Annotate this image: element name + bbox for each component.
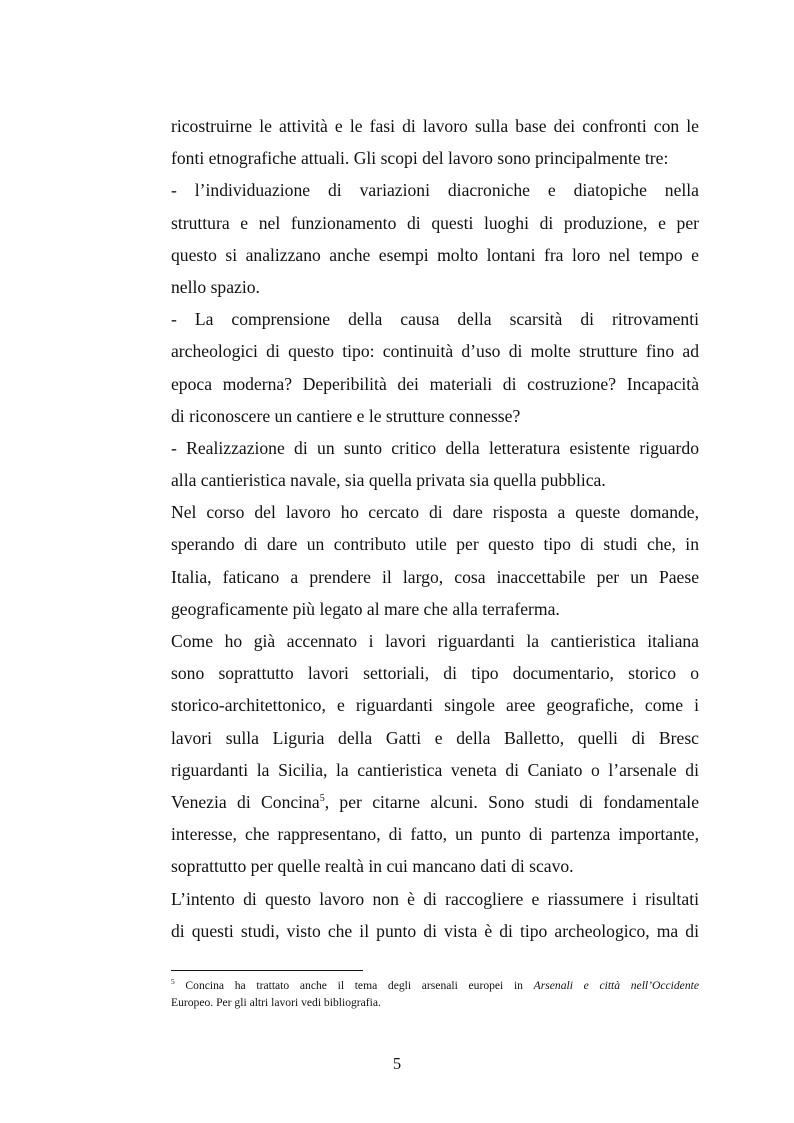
text-line: di questi studi, visto che il punto di vista è di tipo archeologico, ma di	[171, 920, 699, 941]
footnote	[171, 977, 699, 1011]
text-line: lavori sulla Liguria della Gatti e della Balletto, quelli di Bresc	[171, 727, 699, 748]
text-line: di riconoscere un cantiere e le strutture connesse?	[171, 405, 521, 426]
body-text	[171, 110, 699, 947]
text-line: struttura e nel funzionamento di questi luoghi di produzione, e per	[171, 212, 699, 233]
footnote-reference: 5	[319, 792, 325, 804]
text-line: alla cantieristica navale, sia quella privata sia quella pubblica.	[171, 470, 606, 491]
text-line-with-note	[171, 786, 699, 818]
text-line: sperando di dare un contributo utile per questo tipo di studi che, in	[171, 534, 699, 555]
list-item-line: - l’individuazione di variazioni diacroniche e diatopiche nella	[171, 180, 699, 201]
text-line: riguardanti la Sicilia, la cantieristica veneta di Caniato o l’arsenale di	[171, 759, 699, 780]
text-line: Nel corso del lavoro ho cercato di dare risposta a queste domande,	[171, 502, 699, 523]
list-item-line: - Realizzazione di un sunto critico della letteratura esistente riguardo	[171, 437, 699, 458]
text-line: nello spazio.	[171, 276, 260, 297]
footnote-separator	[171, 970, 363, 971]
text-line: Italia, faticano a prendere il largo, cosa inaccettabile per un Paese	[171, 566, 699, 587]
text-line: interesse, che rappresentano, di fatto, un punto di partenza importante,	[171, 824, 699, 845]
text-line: questo si analizzano anche esempi molto lontani fra loro nel tempo e	[171, 244, 699, 265]
text-line: storico-architettonico, e riguardanti singole aree geografiche, come i	[171, 695, 699, 716]
text-line: soprattutto per quelle realtà in cui mancano dati di scavo.	[171, 856, 574, 877]
text-line: L’intento di questo lavoro non è di raccogliere e riassumere i risultati	[171, 888, 699, 909]
footnote-line: Europeo. Per gli altri lavori vedi bibliografia.	[171, 996, 381, 1009]
text-line: geograficamente più legato al mare che alla terraferma.	[171, 598, 560, 619]
footnote-number: 5	[171, 977, 175, 986]
text-line: fonti etnografiche attuali. Gli scopi del lavoro sono principalmente tre:	[171, 148, 669, 169]
text-line: ricostruirne le attività e le fasi di lavoro sulla base dei confronti con le	[171, 116, 699, 136]
text-line: archeologici di questo tipo: continuità d’uso di molte strutture fino ad	[171, 341, 699, 362]
text-line: sono soprattutto lavori settoriali, di tipo documentario, storico o	[171, 663, 699, 684]
footnote-line	[171, 977, 699, 994]
text-segment: , per citarne alcuni. Sono studi di fondamentale	[324, 791, 700, 812]
footnote-title: Arsenali e città nell’Occidente	[533, 979, 699, 992]
footnote-text: Concina ha trattato anche il tema degli arsenali europei in	[174, 979, 534, 992]
text-line: Come ho già accennato i lavori riguardanti la cantieristica italiana	[171, 631, 699, 651]
list-item-line: - La comprensione della causa della scarsità di ritrovamenti	[171, 309, 699, 330]
page-number: 5	[392, 1054, 402, 1073]
text-segment: Venezia di Concina	[171, 791, 320, 812]
text-line: epoca moderna? Deperibilità dei materiali di costruzione? Incapacità	[171, 373, 699, 394]
